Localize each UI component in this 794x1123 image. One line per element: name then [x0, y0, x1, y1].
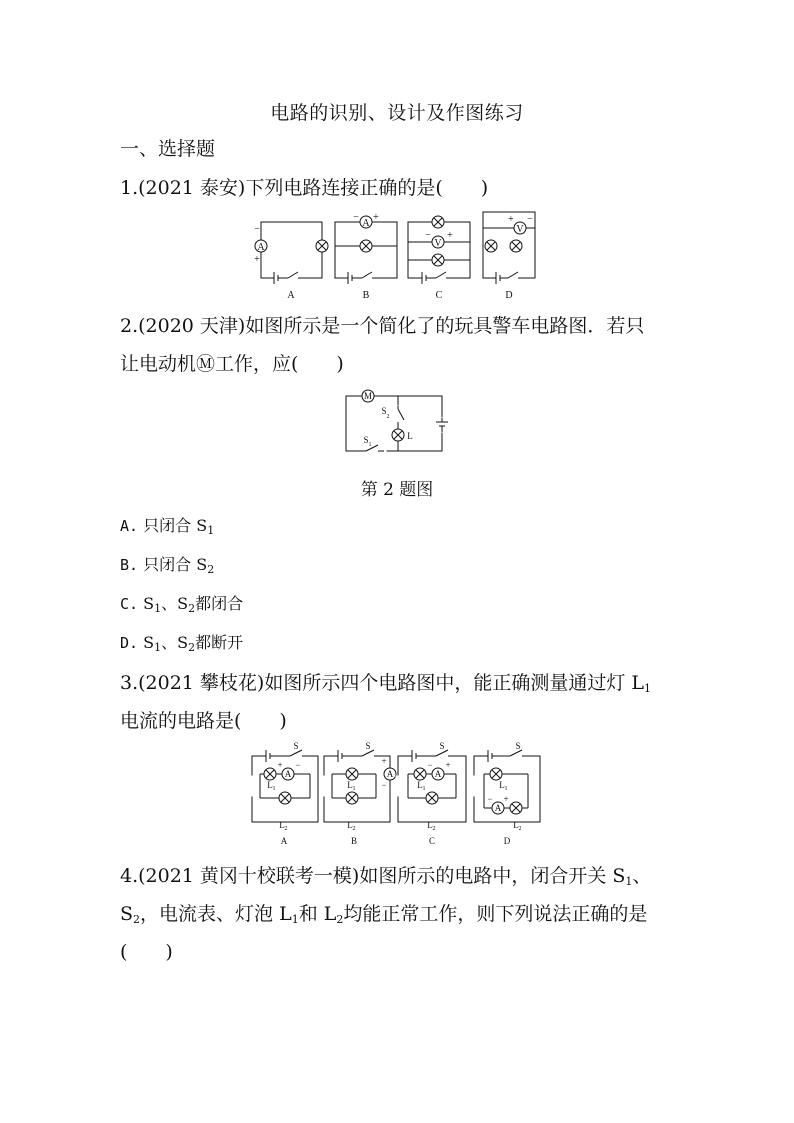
svg-text:S: S	[293, 741, 299, 751]
svg-text:−: −	[527, 214, 533, 225]
svg-text:+: +	[381, 756, 387, 766]
circuit-3-label-b: B	[350, 836, 358, 846]
circuit-3-label-a: A	[280, 836, 288, 846]
circuit-label-c: C	[435, 290, 443, 301]
question-3-circuits	[248, 740, 548, 848]
svg-text:+: +	[508, 214, 514, 225]
ammeter-symbol: A	[257, 242, 265, 253]
svg-text:2: 2	[518, 826, 522, 832]
svg-text:V: V	[516, 224, 524, 235]
svg-text:L: L	[513, 820, 519, 830]
svg-text:L: L	[499, 780, 505, 790]
question-4-line-1: 4.(2021 黄冈十校联考一模)如图所示的电路中，闭合开关 $S_1$、	[120, 865, 652, 888]
svg-text:2: 2	[284, 826, 288, 832]
question-1-text: 1.(2021 泰安)下列电路连接正确的是( )	[120, 177, 489, 199]
svg-text:S: S	[381, 406, 387, 416]
svg-text:A: A	[362, 218, 370, 229]
svg-text:−: −	[353, 212, 359, 223]
svg-text:+: +	[373, 212, 379, 223]
svg-text:2: 2	[432, 826, 436, 832]
circuit-label-d: D	[505, 290, 513, 301]
svg-text:−: −	[487, 794, 493, 804]
svg-text:L: L	[417, 780, 423, 790]
svg-text:L: L	[347, 820, 353, 830]
question-2-line-2: 让电动机Ⓜ工作，应( )	[120, 353, 344, 375]
question-4-line-3: ( )	[120, 941, 173, 963]
circuit-a	[255, 222, 328, 285]
svg-text:A: A	[494, 803, 502, 813]
svg-text:−: −	[427, 760, 433, 770]
svg-text:L: L	[427, 820, 433, 830]
svg-text:L: L	[279, 820, 285, 830]
svg-text:+: +	[254, 254, 260, 265]
svg-text:−: −	[295, 760, 301, 770]
svg-text:A: A	[386, 769, 394, 779]
svg-text:S: S	[363, 435, 369, 445]
question-2-circuit	[340, 384, 450, 460]
svg-text:+: +	[277, 760, 283, 770]
figure-2-caption: 第 2 题图	[360, 480, 434, 500]
question-2-line-1: 2.(2020 天津)如图所示是一个简化了的玩具警车电路图．若只	[120, 315, 645, 337]
svg-text:A: A	[284, 769, 292, 779]
svg-text:+: +	[447, 230, 453, 241]
svg-text:L: L	[407, 431, 413, 441]
question-4-line-2: $S_2$，电流表、灯泡 $L_1$和 $L_2$均能正常工作，则下列说法正确的是	[120, 903, 648, 926]
question-2-option-d[interactable]: D. $S_1$、$S_2$都断开	[120, 633, 244, 654]
svg-text:−: −	[381, 780, 387, 790]
svg-text:−: −	[254, 224, 260, 235]
svg-text:A: A	[434, 769, 442, 779]
circuit-label-b: B	[362, 290, 370, 301]
question-1-circuits	[240, 208, 560, 304]
svg-text:2: 2	[386, 414, 390, 420]
svg-text:L: L	[347, 780, 353, 790]
section-heading: 一、选择题	[120, 138, 216, 160]
svg-text:S: S	[439, 741, 445, 751]
svg-text:−: −	[425, 230, 431, 241]
motor-symbol: M	[363, 391, 373, 401]
circuit-3-label-c: C	[428, 836, 436, 846]
question-3-line-1: 3.(2021 攀枝花)如图所示四个电路图中，能正确测量通过灯 $L_1$	[120, 672, 652, 695]
svg-text:1: 1	[504, 786, 508, 792]
svg-text:S: S	[365, 741, 371, 751]
svg-text:1: 1	[272, 786, 276, 792]
svg-text:L: L	[267, 780, 273, 790]
svg-text:1: 1	[352, 786, 356, 792]
svg-text:1: 1	[368, 442, 372, 448]
svg-text:S: S	[515, 741, 521, 751]
circuit-c	[408, 216, 470, 285]
circuit-3-label-d: D	[503, 836, 511, 846]
circuit-label-a: A	[287, 290, 295, 301]
question-3-line-2: 电流的电路是( )	[120, 710, 287, 732]
question-2-option-c[interactable]: C. $S_1$、$S_2$都闭合	[120, 594, 244, 615]
svg-text:2: 2	[352, 826, 356, 832]
svg-text:+: +	[445, 760, 451, 770]
page-title: 电路的识别、设计及作图练习	[270, 102, 524, 124]
question-2-option-a[interactable]: A. 只闭合 $S_1$	[120, 516, 215, 537]
svg-text:V: V	[434, 238, 442, 249]
question-2-option-b[interactable]: B. 只闭合 $S_2$	[120, 555, 215, 576]
circuit-3a	[250, 749, 318, 822]
svg-text:+: +	[503, 794, 509, 804]
svg-text:1: 1	[422, 786, 426, 792]
